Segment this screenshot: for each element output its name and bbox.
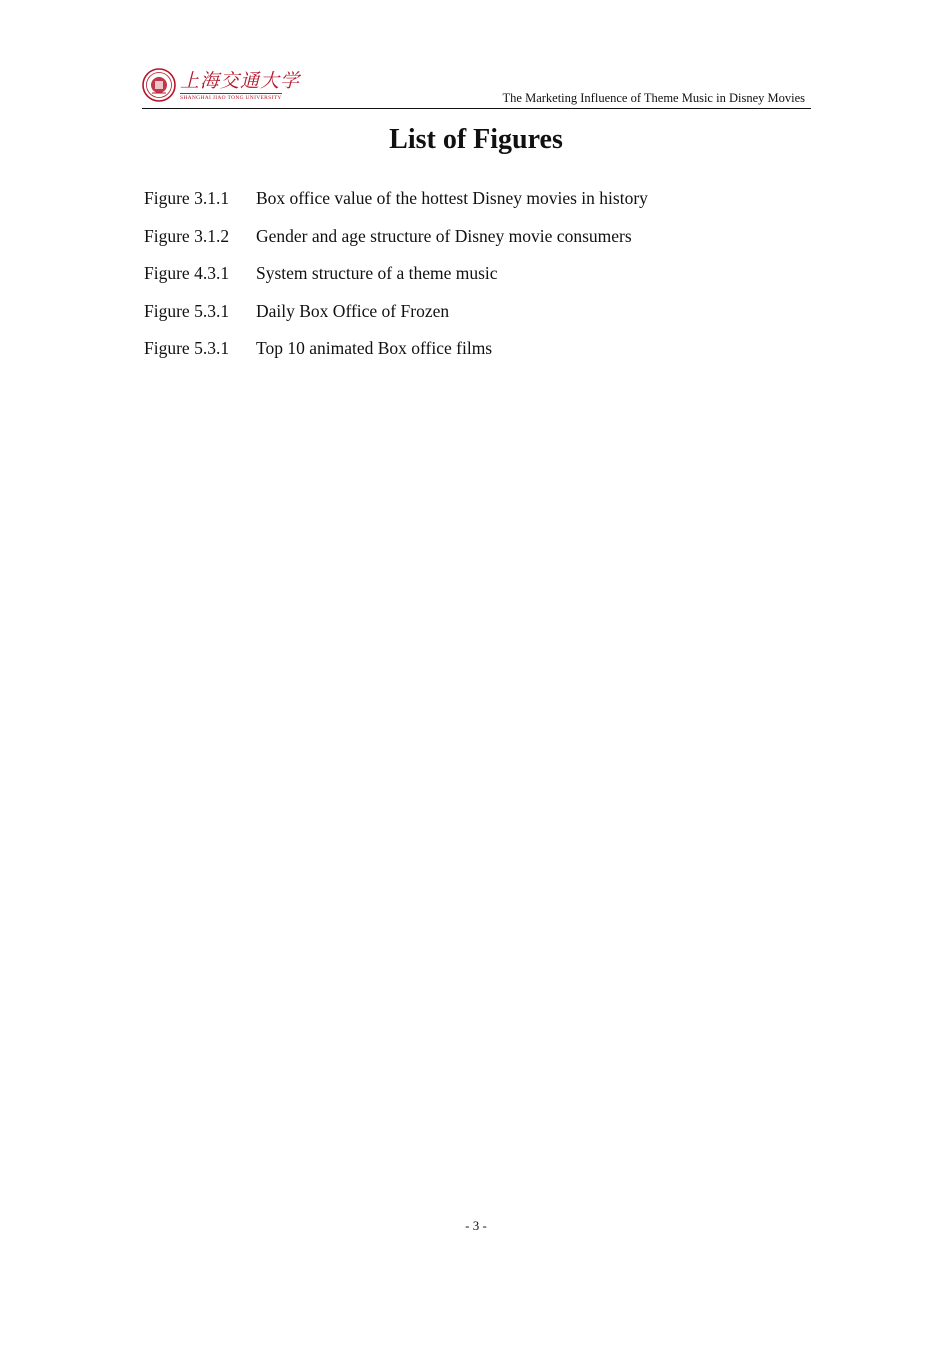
figure-entry[interactable] [144, 226, 648, 264]
logo-english-text: SHANGHAI JIAO TONG UNIVERSITY [180, 95, 282, 101]
figure-caption: System structure of a theme music [256, 263, 498, 283]
figure-entry[interactable] [144, 263, 648, 301]
page-header [142, 66, 811, 110]
page-title: List of Figures [389, 124, 563, 155]
figure-number: Figure 4.3.1 [144, 263, 230, 283]
figure-entry[interactable] [144, 188, 648, 226]
logo-chinese-text: 上海交通大学 [180, 70, 301, 92]
figure-number: Figure 3.1.1 [144, 188, 230, 208]
university-logo [142, 66, 301, 106]
figure-list [144, 188, 648, 376]
figure-number: Figure 5.3.1 [144, 338, 230, 358]
figure-number: Figure 3.1.2 [144, 225, 230, 246]
header-divider [142, 108, 811, 109]
figure-caption: Top 10 animated Box office films [256, 338, 493, 358]
page-number: - 3 - [465, 1218, 487, 1233]
figure-number: Figure 5.3.1 [144, 300, 230, 321]
figure-caption: Gender and age structure of Disney movie consumers [256, 225, 632, 246]
figure-caption: Box office value of the hottest Disney movies in history [256, 188, 648, 208]
figure-entry[interactable] [144, 338, 648, 376]
university-seal-icon [142, 68, 176, 102]
figure-caption: Daily Box Office of Frozen [256, 300, 450, 321]
running-title: The Marketing Influence of Theme Music in Disney Movies [502, 91, 805, 105]
figure-entry[interactable] [144, 301, 648, 339]
